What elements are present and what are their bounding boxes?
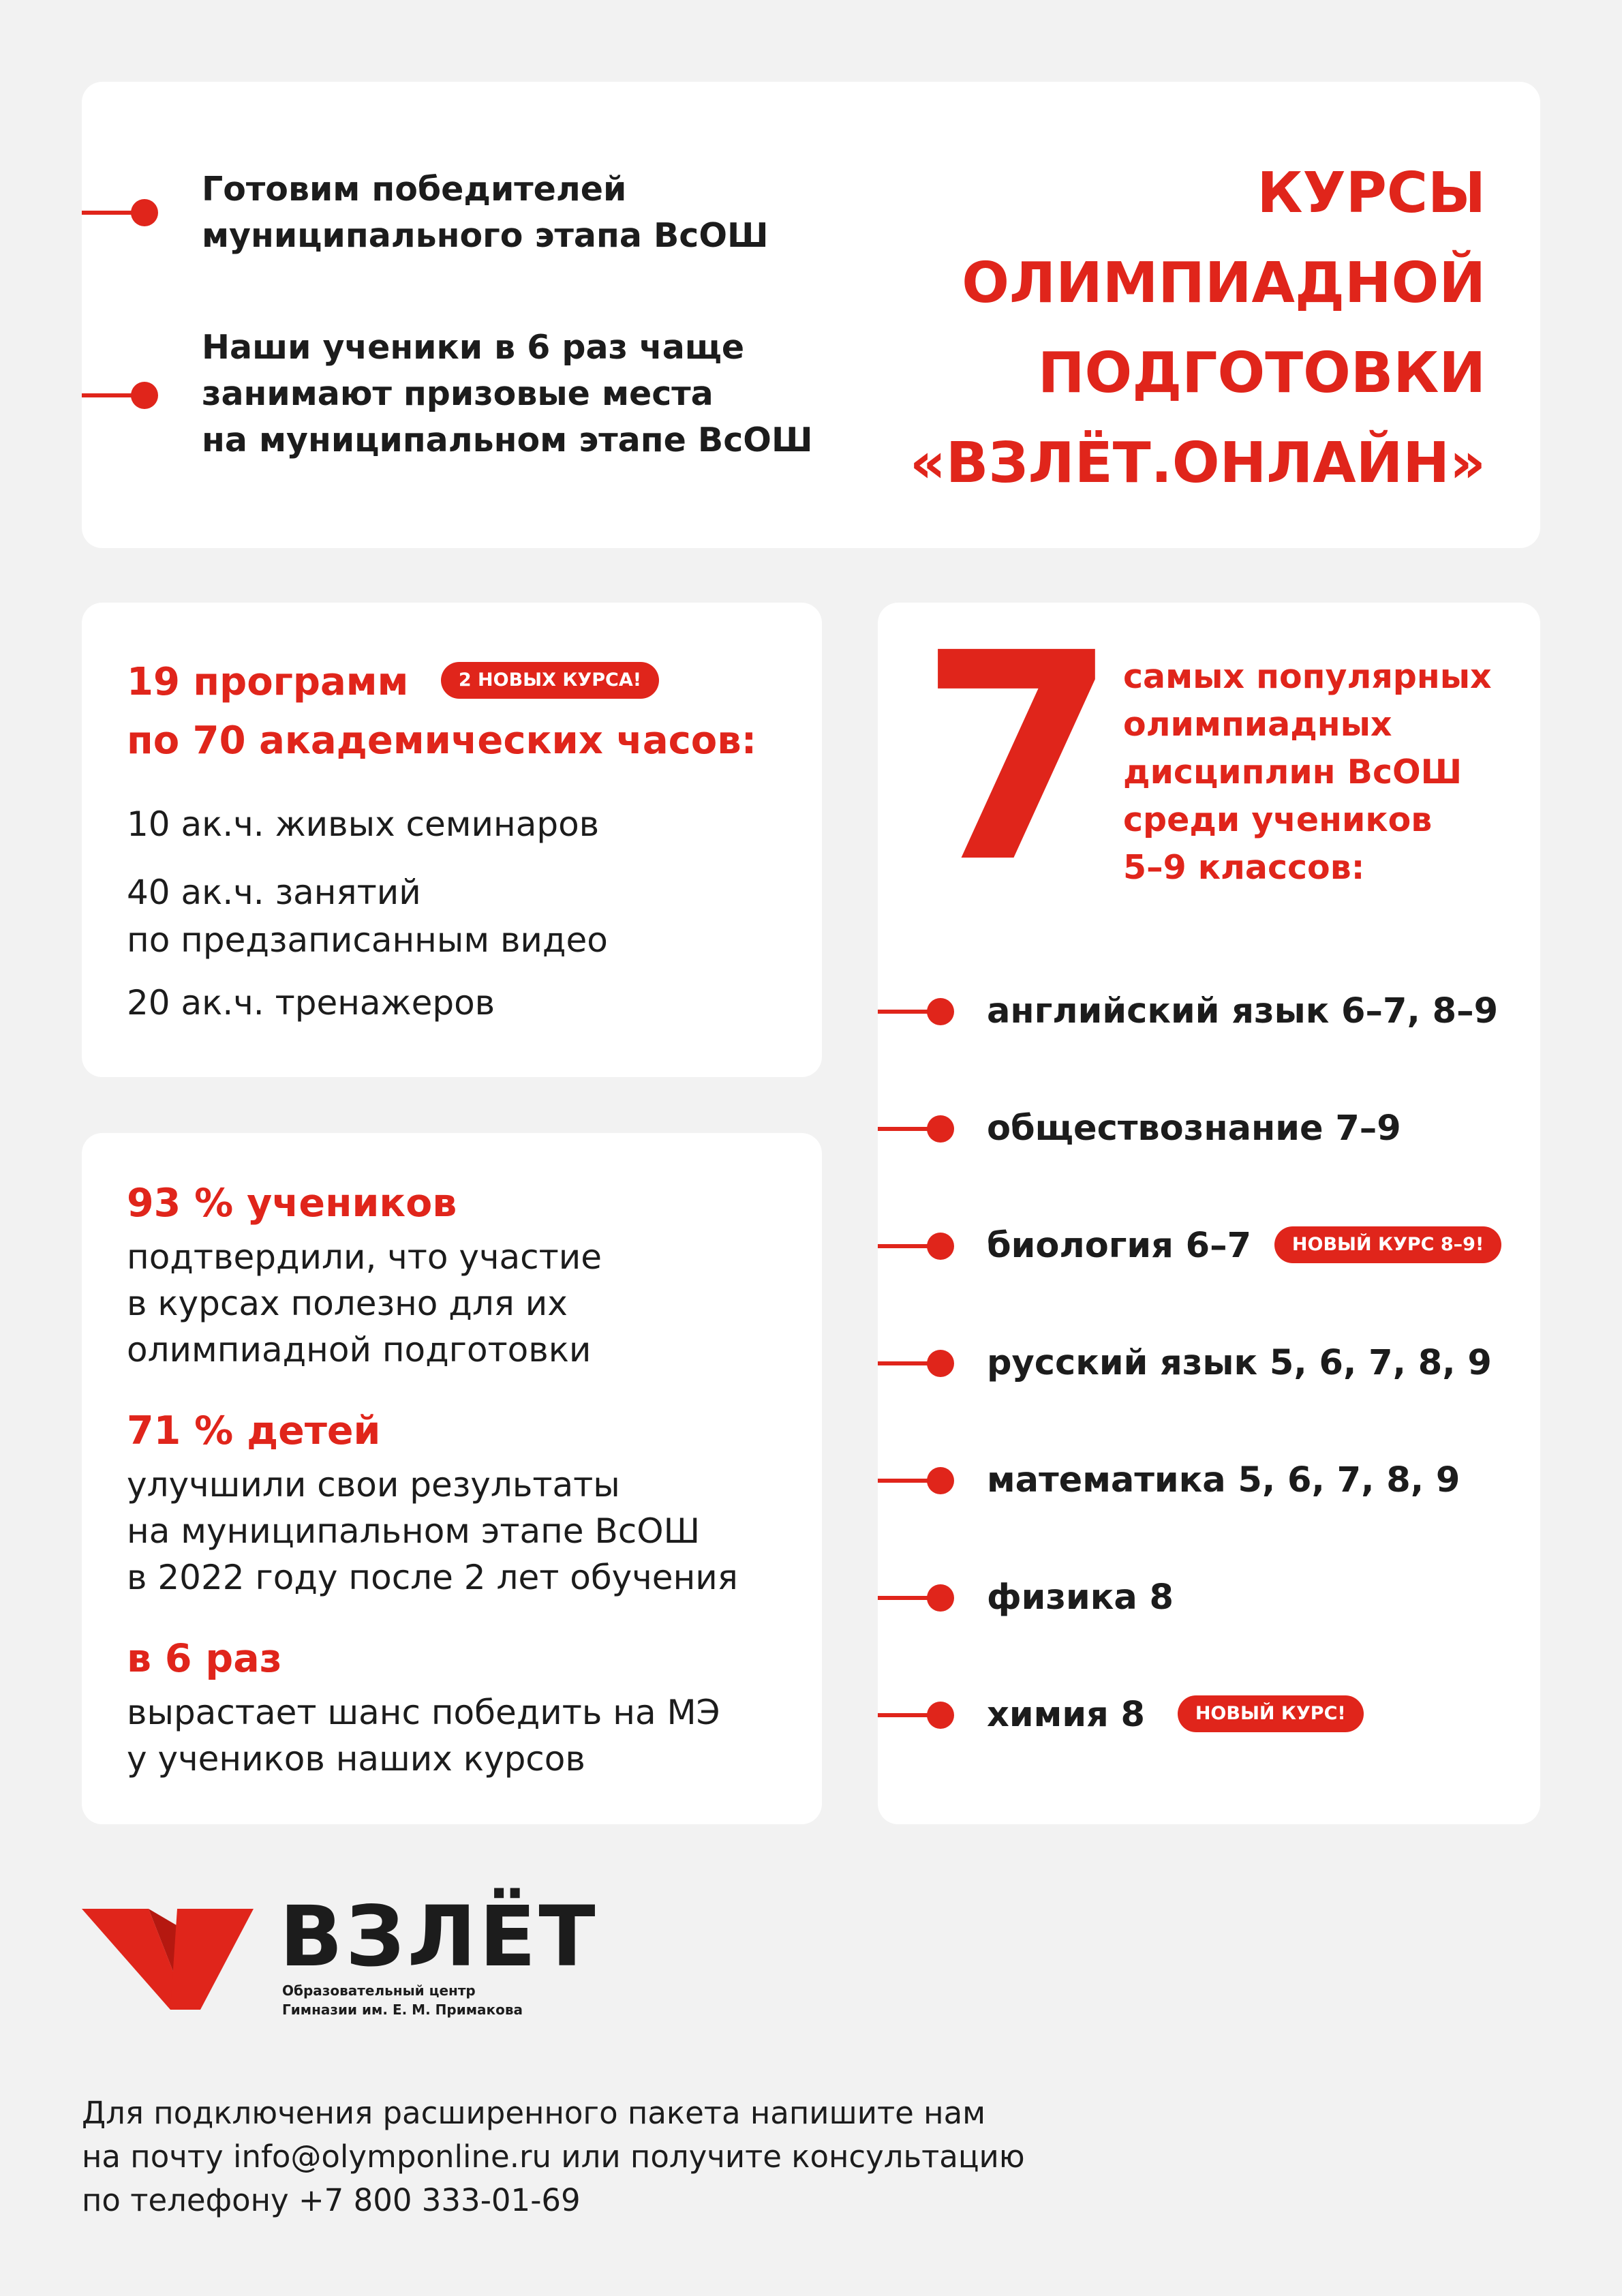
stats-card: [82, 1133, 822, 1824]
program-item: 20 ак.ч. тренажеров: [127, 983, 495, 1023]
header-card: [82, 82, 1540, 548]
header-bullet-1: Готовим победителей муниципального этапа ВсОШ: [202, 170, 769, 255]
subject-item: математика 5, 6, 7, 8, 9: [987, 1460, 1460, 1500]
programs-hours: по 70 академических часов:: [127, 719, 757, 763]
programs-card: [82, 603, 822, 1077]
new-course-badge: НОВЫЙ КУРС!: [1178, 1695, 1364, 1732]
subjects-card: [878, 592, 1540, 1824]
logo-wordmark: ВЗЛЁТ: [279, 1888, 598, 1985]
subject-label: химия 8: [987, 1695, 1146, 1735]
bullet-line: [82, 211, 136, 215]
logo-subtitle: Образовательный центр Гимназии им. Е. М. Примакова: [282, 1982, 523, 2018]
contact-text: Для подключения расширенного пакета напишите нам на почту info@olymponline.ru или получите консультацию по телефону +7 800 333-01-69: [82, 2095, 1025, 2218]
vzlet-logo-mark-icon: [82, 1909, 254, 2010]
header-bullet-2: Наши ученики в 6 раз чаще занимают призовые места на муниципальном этапе ВсОШ: [202, 328, 813, 459]
subject-item: физика 8: [987, 1577, 1174, 1618]
bullet-dot: [927, 1233, 954, 1260]
subject-item: русский язык 5, 6, 7, 8, 9: [987, 1343, 1492, 1383]
bullet-dot: [927, 1702, 954, 1729]
bullet-dot: [927, 1467, 954, 1494]
bullet-dot: [927, 1350, 954, 1377]
stat-body: подтвердили, что участие в курсах полезно для их олимпиадной подготовки: [127, 1237, 602, 1370]
stat-head: 71 % детей: [127, 1408, 381, 1453]
program-item: 10 ак.ч. живых семинаров: [127, 804, 600, 844]
subject-item: обществознание 7–9: [987, 1108, 1401, 1149]
new-course-badge: НОВЫЙ КУРС 8–9!: [1274, 1226, 1501, 1263]
bullet-dot: [131, 382, 158, 409]
bullet-dot: [927, 998, 954, 1025]
subject-label: биология 6–7: [987, 1226, 1252, 1266]
stat-body: вырастает шанс победить на МЭ у учеников наших курсов: [127, 1693, 720, 1779]
subject-item: [987, 1691, 1364, 1739]
program-item: 40 ак.ч. занятий по предзаписанным видео: [127, 873, 608, 960]
subject-item: английский язык 6–7, 8–9: [987, 991, 1499, 1031]
programs-count: 19 программ: [127, 660, 409, 704]
stat-head: в 6 раз: [127, 1636, 282, 1681]
subject-item: [987, 1222, 1501, 1270]
bullet-line: [82, 393, 136, 397]
bullet-dot: [927, 1115, 954, 1143]
big-number: 7: [919, 592, 1118, 926]
bullet-dot: [927, 1584, 954, 1612]
programs-headline: [127, 660, 659, 704]
stat-head: 93 % учеников: [127, 1181, 457, 1226]
stat-body: улучшили свои результаты на муниципальном этапе ВсОШ в 2022 году после 2 лет обучения: [127, 1465, 738, 1597]
subjects-caption: самых популярных олимпиадных дисциплин ВсОШ среди учеников 5–9 классов:: [1123, 657, 1492, 887]
page-title: КУРСЫ ОЛИМПИАДНОЙ ПОДГОТОВКИ «ВЗЛЁТ.ОНЛАЙН»: [909, 161, 1486, 496]
bullet-dot: [131, 199, 158, 226]
new-courses-badge: 2 НОВЫХ КУРСА!: [441, 662, 659, 699]
